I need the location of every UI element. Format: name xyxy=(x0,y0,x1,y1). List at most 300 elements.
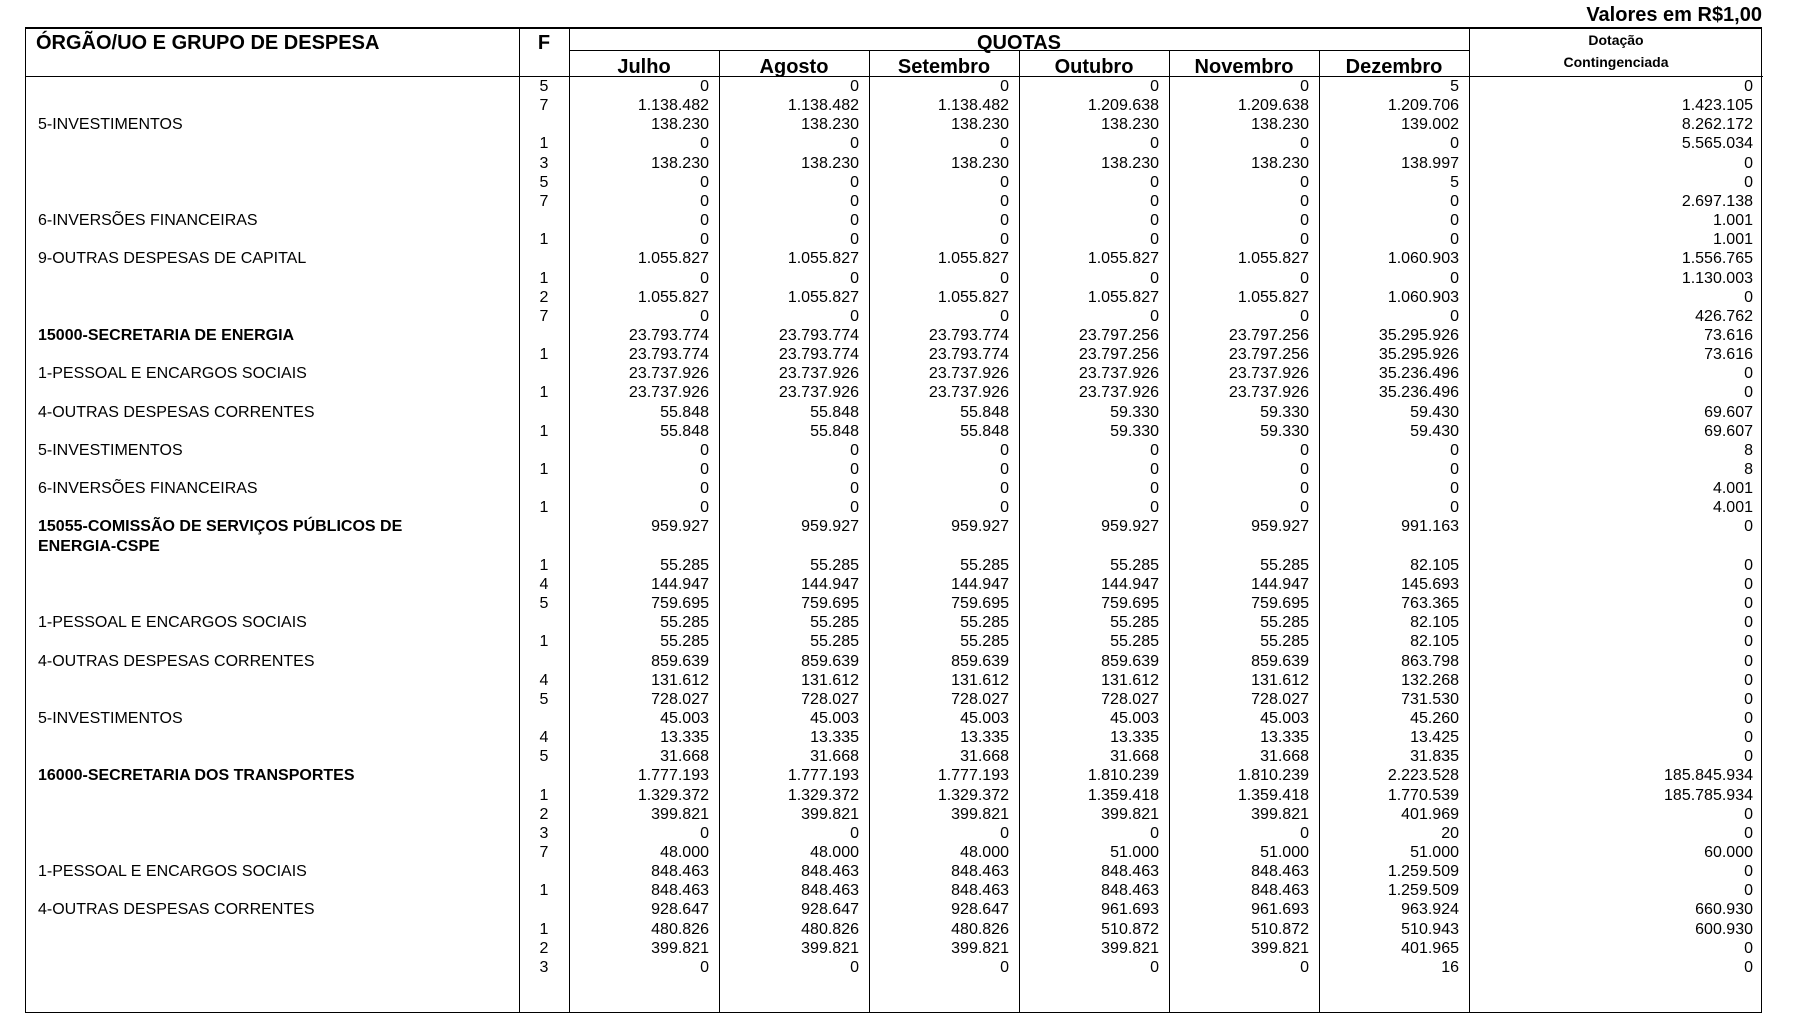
row-value: 0 xyxy=(1150,135,1159,153)
row-value: 4.001 xyxy=(1712,499,1753,517)
row-value: 0 xyxy=(1744,633,1753,651)
row-value: 31.835 xyxy=(1410,748,1459,766)
row-value: 1.055.827 xyxy=(1087,250,1159,268)
row-value: 55.285 xyxy=(660,614,709,632)
row-value: 0 xyxy=(1300,461,1309,478)
row-value: 0 xyxy=(1744,671,1753,689)
row-value: 991.163 xyxy=(1401,518,1459,536)
table-row xyxy=(26,269,1763,288)
row-value: 23.737.926 xyxy=(1078,384,1159,402)
row-value: 728.027 xyxy=(951,690,1009,708)
row-value: 0 xyxy=(1000,173,1009,191)
table-row xyxy=(26,211,1763,230)
row-value: 55.285 xyxy=(1110,633,1159,651)
row-value: 0 xyxy=(1744,288,1753,306)
row-value: 399.821 xyxy=(801,805,859,823)
table-row xyxy=(26,786,1763,805)
row-label: 1-PESSOAL E ENCARGOS SOCIAIS xyxy=(38,863,307,881)
row-value: 5 xyxy=(1450,78,1459,95)
row-value: 55.285 xyxy=(1260,614,1309,632)
table-row xyxy=(26,575,1763,594)
row-value: 0 xyxy=(1744,824,1753,842)
row-value: 0 xyxy=(1744,614,1753,632)
row-value: 0 xyxy=(850,192,859,210)
row-fonte: 1 xyxy=(539,135,549,153)
row-value: 23.793.774 xyxy=(628,346,709,364)
row-value: 23.737.926 xyxy=(928,384,1009,402)
table-row xyxy=(26,939,1763,958)
row-value: 0 xyxy=(1000,824,1009,842)
header-month-dezembro: Dezembro xyxy=(1345,56,1443,78)
row-value: 399.821 xyxy=(1251,805,1309,823)
row-value: 35.295.926 xyxy=(1378,346,1459,364)
row-value: 55.848 xyxy=(810,403,859,421)
row-value: 0 xyxy=(1744,882,1753,900)
row-value: 763.365 xyxy=(1401,595,1459,613)
row-value: 55.285 xyxy=(660,556,709,574)
row-value: 0 xyxy=(1744,863,1753,881)
row-value: 23.737.926 xyxy=(628,384,709,402)
row-value: 0 xyxy=(1150,173,1159,191)
row-value: 0 xyxy=(700,441,709,459)
currency-note: Valores em R$1,00 xyxy=(1586,4,1762,26)
row-value: 13.335 xyxy=(1110,729,1159,747)
row-value: 31.668 xyxy=(960,748,1009,766)
row-value: 399.821 xyxy=(651,939,709,957)
row-value: 759.695 xyxy=(1101,595,1159,613)
row-value: 959.927 xyxy=(951,518,1009,536)
row-value: 0 xyxy=(850,499,859,517)
row-value: 144.947 xyxy=(651,575,709,593)
table-row xyxy=(26,154,1763,173)
row-value: 480.826 xyxy=(801,920,859,938)
row-value: 759.695 xyxy=(951,595,1009,613)
row-value: 51.000 xyxy=(1110,844,1159,861)
row-value: 510.943 xyxy=(1401,920,1459,938)
row-value: 5.565.034 xyxy=(1681,135,1753,153)
row-value: 0 xyxy=(1300,824,1309,842)
row-value: 0 xyxy=(1150,212,1159,230)
row-value: 0 xyxy=(700,958,709,976)
row-value: 59.330 xyxy=(1110,403,1159,421)
row-value: 1.329.372 xyxy=(937,786,1009,804)
row-fonte: 5 xyxy=(539,690,549,708)
row-value: 82.105 xyxy=(1410,614,1459,632)
row-fonte: 5 xyxy=(539,748,549,766)
row-value: 0 xyxy=(850,173,859,191)
row-value: 848.463 xyxy=(1251,863,1309,881)
table-row xyxy=(26,498,1763,517)
row-value: 1.130.003 xyxy=(1681,269,1753,287)
row-value: 131.612 xyxy=(951,671,1009,689)
row-value: 48.000 xyxy=(810,844,859,861)
table-row xyxy=(26,766,1763,785)
row-fonte: 7 xyxy=(539,192,549,210)
header-month-julho: Julho xyxy=(617,56,671,78)
table-row xyxy=(26,134,1763,153)
row-value: 0 xyxy=(1744,518,1753,536)
row-value: 0 xyxy=(850,135,859,153)
row-value: 45.003 xyxy=(660,709,709,727)
row-value: 959.927 xyxy=(651,518,709,536)
row-value: 0 xyxy=(1744,748,1753,766)
table-row xyxy=(26,632,1763,651)
row-fonte: 7 xyxy=(539,307,549,325)
row-value: 848.463 xyxy=(1251,882,1309,900)
row-value: 23.793.774 xyxy=(628,326,709,344)
row-value: 20 xyxy=(1441,824,1459,842)
row-value: 138.230 xyxy=(951,154,1009,172)
row-value: 55.285 xyxy=(660,633,709,651)
row-value: 132.268 xyxy=(1401,671,1459,689)
row-value: 0 xyxy=(1150,480,1159,498)
row-value: 45.003 xyxy=(960,709,1009,727)
row-value: 0 xyxy=(700,78,709,95)
row-value: 55.285 xyxy=(810,556,859,574)
row-value: 55.848 xyxy=(660,403,709,421)
row-value: 728.027 xyxy=(651,690,709,708)
row-value: 928.647 xyxy=(651,901,709,919)
table-row xyxy=(26,613,1763,632)
table-row xyxy=(26,517,1763,536)
row-value: 1.810.239 xyxy=(1087,767,1159,785)
row-value: 31.668 xyxy=(660,748,709,766)
row-label: 1-PESSOAL E ENCARGOS SOCIAIS xyxy=(38,614,307,632)
row-value: 0 xyxy=(1000,212,1009,230)
table-row xyxy=(26,671,1763,690)
row-value: 401.965 xyxy=(1401,939,1459,957)
row-value: 23.797.256 xyxy=(1078,346,1159,364)
row-value: 0 xyxy=(850,78,859,95)
row-value: 1.810.239 xyxy=(1237,767,1309,785)
row-value: 13.335 xyxy=(1260,729,1309,747)
row-fonte: 1 xyxy=(539,786,549,804)
row-value: 138.230 xyxy=(651,116,709,134)
row-label: 15055-COMISSÃO DE SERVIÇOS PÚBLICOS DE xyxy=(38,518,403,536)
header-quotas: QUOTAS xyxy=(976,32,1062,54)
row-fonte: 1 xyxy=(539,384,549,402)
row-value: 51.000 xyxy=(1260,844,1309,861)
row-value: 138.230 xyxy=(651,154,709,172)
row-value: 35.236.496 xyxy=(1378,384,1459,402)
row-value: 480.826 xyxy=(951,920,1009,938)
row-value: 23.797.256 xyxy=(1228,346,1309,364)
row-fonte: 2 xyxy=(539,805,549,823)
row-value: 759.695 xyxy=(801,595,859,613)
row-value: 0 xyxy=(1744,690,1753,708)
row-value: 138.230 xyxy=(801,154,859,172)
row-value: 399.821 xyxy=(951,805,1009,823)
row-value: 144.947 xyxy=(951,575,1009,593)
row-value: 48.000 xyxy=(660,844,709,861)
row-value: 0 xyxy=(1150,78,1159,95)
row-value: 600.930 xyxy=(1695,920,1753,938)
row-value: 16 xyxy=(1441,958,1459,976)
row-value: 959.927 xyxy=(1101,518,1159,536)
row-fonte: 2 xyxy=(539,288,549,306)
row-fonte: 5 xyxy=(539,173,549,191)
row-value: 1.055.827 xyxy=(1237,288,1309,306)
row-value: 55.285 xyxy=(960,614,1009,632)
row-value: 0 xyxy=(850,958,859,976)
row-value: 1.777.193 xyxy=(937,767,1009,785)
row-value: 131.612 xyxy=(1251,671,1309,689)
row-value: 23.797.256 xyxy=(1078,326,1159,344)
row-value: 0 xyxy=(1300,958,1309,976)
row-fonte: 7 xyxy=(539,97,549,115)
row-value: 959.927 xyxy=(1251,518,1309,536)
row-value: 1.055.827 xyxy=(937,250,1009,268)
row-label: 16000-SECRETARIA DOS TRANSPORTES xyxy=(38,767,355,785)
row-value: 55.848 xyxy=(810,422,859,440)
row-value: 23.793.774 xyxy=(778,346,859,364)
row-value: 31.668 xyxy=(1260,748,1309,766)
row-value: 0 xyxy=(1744,173,1753,191)
row-value: 0 xyxy=(1450,480,1459,498)
row-value: 0 xyxy=(850,824,859,842)
row-value: 51.000 xyxy=(1410,844,1459,861)
row-value: 0 xyxy=(1300,480,1309,498)
row-value: 138.230 xyxy=(1251,154,1309,172)
table-row xyxy=(26,422,1763,441)
row-value: 145.693 xyxy=(1401,575,1459,593)
row-label: 5-INVESTIMENTOS xyxy=(38,116,183,134)
row-value: 4.001 xyxy=(1712,480,1753,498)
row-value: 23.737.926 xyxy=(778,384,859,402)
row-value: 961.693 xyxy=(1101,901,1159,919)
row-value: 0 xyxy=(850,269,859,287)
row-value: 8.262.172 xyxy=(1681,116,1753,134)
row-value: 13.335 xyxy=(660,729,709,747)
row-value: 1.001 xyxy=(1712,212,1753,230)
table-row xyxy=(26,709,1763,728)
row-label: 5-INVESTIMENTOS xyxy=(38,709,183,727)
row-value: 0 xyxy=(1744,958,1753,976)
table-row xyxy=(26,403,1763,422)
row-label: 15000-SECRETARIA DE ENERGIA xyxy=(38,326,295,344)
row-value: 13.335 xyxy=(960,729,1009,747)
row-value: 23.797.256 xyxy=(1228,326,1309,344)
row-value: 45.003 xyxy=(1110,709,1159,727)
row-value: 55.285 xyxy=(810,614,859,632)
row-label: 9-OUTRAS DESPESAS DE CAPITAL xyxy=(38,250,307,268)
row-value: 848.463 xyxy=(801,882,859,900)
table-row xyxy=(26,479,1763,498)
row-value: 138.230 xyxy=(801,116,859,134)
row-value: 0 xyxy=(1000,231,1009,249)
row-value: 426.762 xyxy=(1695,307,1753,325)
row-fonte: 1 xyxy=(539,422,549,440)
row-value: 0 xyxy=(1300,441,1309,459)
row-value: 859.639 xyxy=(1101,652,1159,670)
row-value: 55.285 xyxy=(1260,633,1309,651)
row-value: 0 xyxy=(700,461,709,478)
table-row xyxy=(26,115,1763,134)
row-label: 5-INVESTIMENTOS xyxy=(38,441,183,459)
row-fonte: 3 xyxy=(539,824,549,842)
row-label: ENERGIA-CSPE xyxy=(38,537,160,555)
row-value: 55.848 xyxy=(960,403,1009,421)
row-value: 0 xyxy=(700,231,709,249)
row-value: 1.138.482 xyxy=(787,97,859,115)
row-value: 859.639 xyxy=(951,652,1009,670)
row-value: 60.000 xyxy=(1704,844,1753,861)
row-value: 55.285 xyxy=(1260,556,1309,574)
row-value: 1.055.827 xyxy=(937,288,1009,306)
row-value: 0 xyxy=(1300,269,1309,287)
row-value: 848.463 xyxy=(951,882,1009,900)
row-value: 23.737.926 xyxy=(1078,365,1159,383)
row-fonte: 1 xyxy=(539,231,549,249)
row-value: 0 xyxy=(1000,441,1009,459)
row-value: 0 xyxy=(700,824,709,842)
table-row xyxy=(26,920,1763,939)
row-value: 0 xyxy=(1150,499,1159,517)
row-value: 8 xyxy=(1744,441,1753,459)
table-row xyxy=(26,958,1763,977)
row-value: 0 xyxy=(850,307,859,325)
row-value: 73.616 xyxy=(1704,326,1753,344)
row-fonte: 1 xyxy=(539,556,549,574)
table-row xyxy=(26,862,1763,881)
row-fonte: 5 xyxy=(539,595,549,613)
row-value: 401.969 xyxy=(1401,805,1459,823)
row-value: 1.359.418 xyxy=(1237,786,1309,804)
row-value: 0 xyxy=(1150,461,1159,478)
row-value: 59.430 xyxy=(1410,422,1459,440)
row-value: 1.060.903 xyxy=(1387,250,1459,268)
row-value: 59.330 xyxy=(1260,422,1309,440)
row-value: 23.737.926 xyxy=(928,365,1009,383)
row-value: 55.285 xyxy=(1110,614,1159,632)
row-value: 1.055.827 xyxy=(1087,288,1159,306)
table-row xyxy=(26,460,1763,479)
row-value: 0 xyxy=(700,173,709,191)
row-value: 0 xyxy=(1300,231,1309,249)
row-value: 0 xyxy=(1744,556,1753,574)
row-value: 0 xyxy=(1744,805,1753,823)
row-value: 728.027 xyxy=(1101,690,1159,708)
row-value: 510.872 xyxy=(1251,920,1309,938)
table-row xyxy=(26,249,1763,268)
header-month-agosto: Agosto xyxy=(759,56,829,78)
row-value: 1.060.903 xyxy=(1387,288,1459,306)
row-value: 1.359.418 xyxy=(1087,786,1159,804)
row-value: 0 xyxy=(850,461,859,478)
row-value: 35.295.926 xyxy=(1378,326,1459,344)
row-value: 0 xyxy=(1150,441,1159,459)
row-value: 1.259.509 xyxy=(1387,882,1459,900)
row-value: 55.848 xyxy=(960,422,1009,440)
row-fonte: 2 xyxy=(539,939,549,957)
row-value: 863.798 xyxy=(1401,652,1459,670)
row-value: 138.997 xyxy=(1401,154,1459,172)
table-row xyxy=(26,364,1763,383)
table-row xyxy=(26,843,1763,862)
row-value: 1.329.372 xyxy=(787,786,859,804)
row-value: 1.055.827 xyxy=(637,288,709,306)
table-row xyxy=(26,307,1763,326)
row-value: 1.556.765 xyxy=(1681,250,1753,268)
row-value: 759.695 xyxy=(651,595,709,613)
row-value: 31.668 xyxy=(1110,748,1159,766)
row-value: 23.737.926 xyxy=(1228,365,1309,383)
row-value: 848.463 xyxy=(651,882,709,900)
row-value: 0 xyxy=(1300,173,1309,191)
row-value: 1.777.193 xyxy=(637,767,709,785)
row-value: 1.209.638 xyxy=(1087,97,1159,115)
row-value: 959.927 xyxy=(801,518,859,536)
table-row xyxy=(26,900,1763,919)
row-value: 0 xyxy=(1744,365,1753,383)
table-row xyxy=(26,288,1763,307)
row-value: 55.285 xyxy=(1110,556,1159,574)
row-value: 1.209.638 xyxy=(1237,97,1309,115)
row-label: 4-OUTRAS DESPESAS CORRENTES xyxy=(38,403,315,421)
row-value: 0 xyxy=(1000,461,1009,478)
header-contingenciada: Contingenciada xyxy=(1563,54,1669,70)
row-value: 35.236.496 xyxy=(1378,365,1459,383)
row-value: 0 xyxy=(1744,575,1753,593)
row-value: 728.027 xyxy=(1251,690,1309,708)
row-value: 23.737.926 xyxy=(778,365,859,383)
header-f: F xyxy=(537,32,551,54)
table-row xyxy=(26,441,1763,460)
row-value: 69.607 xyxy=(1704,403,1753,421)
row-value: 0 xyxy=(1450,461,1459,478)
row-fonte: 1 xyxy=(539,346,549,364)
table-row xyxy=(26,728,1763,747)
row-value: 0 xyxy=(1000,958,1009,976)
row-value: 23.793.774 xyxy=(928,346,1009,364)
row-fonte: 1 xyxy=(539,633,549,651)
row-value: 0 xyxy=(1450,231,1459,249)
row-value: 0 xyxy=(1000,269,1009,287)
row-value: 45.260 xyxy=(1410,709,1459,727)
row-value: 1.329.372 xyxy=(637,786,709,804)
row-value: 399.821 xyxy=(801,939,859,957)
row-value: 0 xyxy=(1744,384,1753,402)
row-fonte: 7 xyxy=(539,844,549,861)
row-fonte: 5 xyxy=(539,78,549,95)
row-value: 0 xyxy=(850,480,859,498)
table-row xyxy=(26,96,1763,115)
row-value: 13.335 xyxy=(810,729,859,747)
row-label: 4-OUTRAS DESPESAS CORRENTES xyxy=(38,652,315,670)
row-fonte: 1 xyxy=(539,461,549,478)
row-value: 0 xyxy=(1150,824,1159,842)
row-value: 0 xyxy=(1300,499,1309,517)
row-value: 185.785.934 xyxy=(1664,786,1753,804)
row-value: 963.924 xyxy=(1401,901,1459,919)
row-value: 0 xyxy=(850,441,859,459)
row-value: 0 xyxy=(1450,307,1459,325)
budget-table xyxy=(25,27,1762,1013)
table-row xyxy=(26,824,1763,843)
row-value: 848.463 xyxy=(651,863,709,881)
row-value: 138.230 xyxy=(1101,116,1159,134)
row-value: 5 xyxy=(1450,173,1459,191)
row-value: 185.845.934 xyxy=(1664,767,1753,785)
row-value: 660.930 xyxy=(1695,901,1753,919)
row-value: 859.639 xyxy=(651,652,709,670)
row-value: 1.055.827 xyxy=(787,250,859,268)
row-value: 1.138.482 xyxy=(637,97,709,115)
row-label: 6-INVERSÕES FINANCEIRAS xyxy=(38,480,258,498)
row-value: 848.463 xyxy=(1101,882,1159,900)
row-value: 759.695 xyxy=(1251,595,1309,613)
table-row xyxy=(26,537,1763,556)
